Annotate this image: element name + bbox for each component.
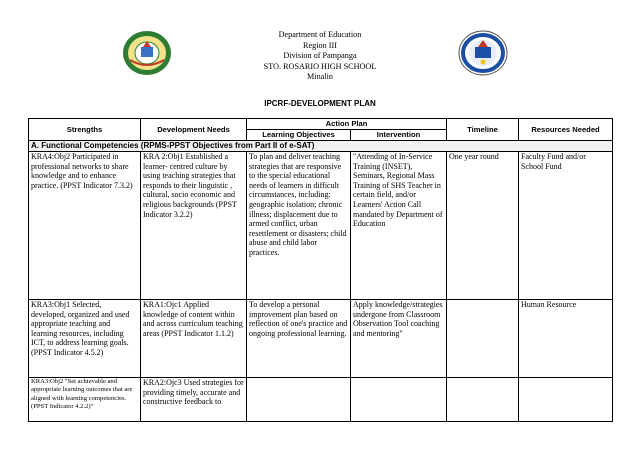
col-header-intervention: Intervention — [351, 130, 447, 141]
cell-learning-objectives: To develop a personal improvement plan based on reflection of one's practice and ongoing professional learning. — [247, 300, 351, 378]
cell-timeline — [447, 300, 519, 378]
cell-learning-objectives: To plan and deliver teaching strategies that are responsive to the special educational needs of learners in difficult circumstances, including: geographic isolation; chronic illness; displacement due to armed conflict, urban resettlement or disasters; child abuse and child labor practices. — [247, 152, 351, 300]
school-seal-icon — [122, 30, 172, 76]
table-row — [29, 300, 613, 378]
cell-strengths: KRA3:Obj1 Selected, developed, organized and used appropriate teaching and learning resources, including ICT, to address learning goals. (PPST Indicator 4.5.2) — [29, 300, 141, 378]
cell-development-needs: KRA 2:Obj1 Established a learner- centred culture by using teaching strategies that responds to their linguistic , cultural, socio economic and religious backgrounds (PPST Indicator 3.2.2) — [141, 152, 247, 300]
cell-intervention: Apply knowledge/strategies undergone from Classroom Observation Tool coaching and mentoring" — [351, 300, 447, 378]
cell-resources — [519, 378, 613, 422]
cell-resources: Faculty Fund and/or School Fund — [519, 152, 613, 300]
school-location: Minalin — [307, 72, 333, 82]
table-row — [29, 152, 613, 300]
col-header-learning-objectives: Learning Objectives — [247, 130, 351, 141]
cell-strengths: KRA3:Obj2 "Set achievable and appropriate learning outcomes that are aligned with learning competencies. (PPST Indicator 4.2.2)" — [29, 378, 141, 422]
section-a-heading: A. Functional Competencies (RPMS-PPST Objectives from Part II of e-SAT) — [29, 141, 613, 152]
document-title: IPCRF-DEVELOPMENT PLAN — [264, 99, 376, 108]
cell-development-needs: KRA1:Ojc1 Applied knowledge of content within and across curriculum teaching areas (PPST Indicator 1.1.2) — [141, 300, 247, 378]
cell-intervention — [351, 378, 447, 422]
cell-timeline — [447, 378, 519, 422]
cell-timeline: One year round — [447, 152, 519, 300]
division-name: Division of Pampanga — [283, 51, 357, 61]
department-name: Department of Education — [278, 30, 362, 39]
cell-strengths: KRA4:Obj2 Participated in professional networks to share knowledge and to enhance practice. (PPST Indicator 7.3.2) — [29, 152, 141, 300]
document-header — [0, 0, 640, 90]
cell-development-needs: KRA2:Ojc3 Used strategies for providing timely, accurate and constructive feedback to — [141, 378, 247, 422]
cell-intervention: "Attending of In-Service Training (INSET), Seminars, Regional Mass Training of SHS Teacher in certain field, and/or Learners' Action Call mandated by Department of Education — [351, 152, 447, 300]
school-name: STO. ROSARIO HIGH SCHOOL — [263, 61, 377, 71]
development-plan-table — [28, 118, 613, 422]
table-row — [29, 378, 613, 422]
col-header-development-needs: Development Needs — [141, 119, 247, 141]
region-name: Region III — [303, 40, 337, 50]
school-address-block — [230, 30, 410, 83]
col-header-strengths: Strengths — [29, 119, 141, 141]
cell-learning-objectives — [247, 378, 351, 422]
deped-seal-icon — [458, 30, 508, 76]
col-header-timeline: Timeline — [447, 119, 519, 141]
col-header-resources-needed: Resources Needed — [519, 119, 613, 141]
col-header-action-plan: Action Plan — [247, 119, 447, 130]
cell-resources: Human Resource — [519, 300, 613, 378]
